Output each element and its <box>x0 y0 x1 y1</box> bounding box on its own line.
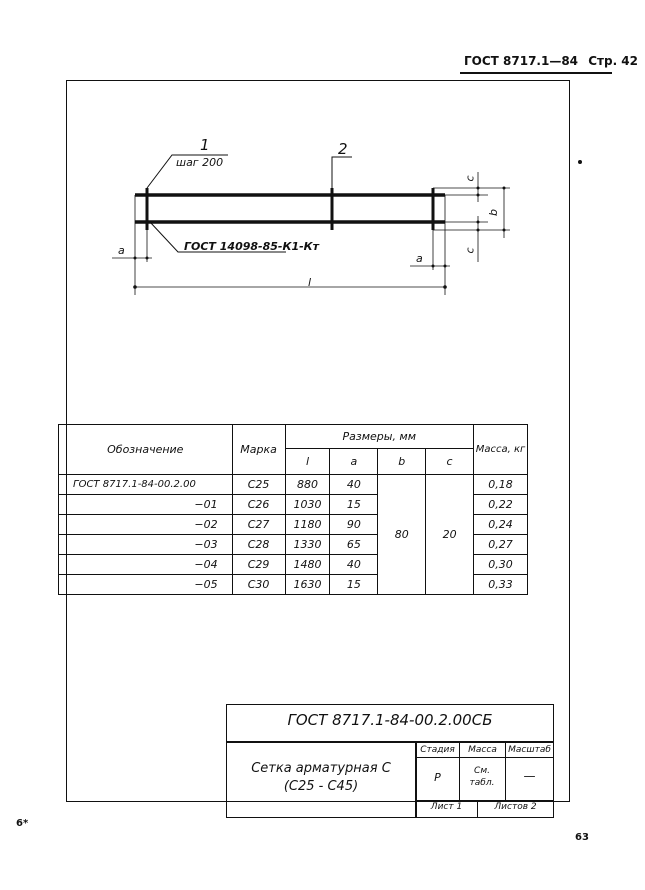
cell-mass: 0,33 <box>474 575 528 595</box>
table-row <box>59 475 528 495</box>
scale-value: — <box>523 769 536 783</box>
sheet-total: Листов 2 <box>494 802 537 812</box>
cell-mass: 0,30 <box>474 555 528 575</box>
subheader-c: c <box>426 449 474 475</box>
cell-l: 1330 <box>285 535 330 555</box>
leader-line-2 <box>332 157 352 188</box>
cell-a: 40 <box>330 555 378 575</box>
page-label: Стр. 42 <box>588 54 639 68</box>
cell-mass: 0,18 <box>474 475 528 495</box>
dim-l: l <box>308 276 312 289</box>
cell-designation: ГОСТ 8717.1-84-00.2.00 <box>59 475 233 495</box>
cell-designation: −03 <box>59 535 233 555</box>
dim-c-top: c <box>463 175 477 182</box>
pitch-label: шаг 200 <box>176 156 224 169</box>
mass-value: См. табл. <box>469 766 495 788</box>
cell-a: 90 <box>330 515 378 535</box>
cell-designation: −02 <box>59 515 233 535</box>
doc-code: ГОСТ 8717.1-84-00.2.00СБ <box>287 711 493 729</box>
header-mark: Марка <box>232 425 285 475</box>
cell-designation: −04 <box>59 555 233 575</box>
header-dims: Размеры, мм <box>285 425 474 449</box>
dim-a-left: a <box>118 244 125 257</box>
callout-1: 1 <box>200 136 210 154</box>
cell-b-shared: 80 <box>378 475 426 595</box>
stage-label: Стадия <box>420 745 455 755</box>
subheader-a: a <box>330 449 378 475</box>
dim-b: b <box>486 209 500 216</box>
cell-designation: −05 <box>59 575 233 595</box>
cell-mark: С25 <box>232 475 285 495</box>
page-number: 63 <box>575 832 589 843</box>
cell-l: 1480 <box>285 555 330 575</box>
sheet-number: Лист 1 <box>430 802 463 812</box>
dim-a-right: a <box>416 252 423 265</box>
dim-c-bottom: c <box>463 247 477 254</box>
cell-c-shared: 20 <box>426 475 474 595</box>
title-name-line2: (С25 - С45) <box>283 779 359 794</box>
standard-number: ГОСТ 8717.1—84 <box>464 54 579 68</box>
subheader-l: l <box>285 449 330 475</box>
subheader-b: b <box>378 449 426 475</box>
header-mass: Масса, кг <box>474 425 528 475</box>
reinforcement-mesh-drawing <box>0 0 645 400</box>
mass-label: Масса <box>468 745 497 755</box>
scale-label: Масштаб <box>508 745 551 755</box>
cell-mark: С30 <box>232 575 285 595</box>
title-block <box>226 704 554 818</box>
stage-value: Р <box>434 771 441 784</box>
specification-table <box>58 424 528 595</box>
cell-l: 1030 <box>285 495 330 515</box>
cell-mark: С29 <box>232 555 285 575</box>
cell-mass: 0,22 <box>474 495 528 515</box>
title-name-line1: Сетка арматурная С <box>251 761 391 776</box>
cell-a: 40 <box>330 475 378 495</box>
cell-a: 65 <box>330 535 378 555</box>
cell-l: 880 <box>285 475 330 495</box>
cell-l: 1630 <box>285 575 330 595</box>
cell-mark: С26 <box>232 495 285 515</box>
cell-mass: 0,24 <box>474 515 528 535</box>
callout-2: 2 <box>338 140 348 158</box>
header-designation: Обозначение <box>59 425 233 475</box>
cell-designation: −01 <box>59 495 233 515</box>
cell-a: 15 <box>330 575 378 595</box>
cell-mark: С28 <box>232 535 285 555</box>
footer-mark: 6* <box>16 818 29 829</box>
cell-l: 1180 <box>285 515 330 535</box>
cell-mass: 0,27 <box>474 535 528 555</box>
cell-a: 15 <box>330 495 378 515</box>
cell-mark: С27 <box>232 515 285 535</box>
weld-label: ГОСТ 14098-85-К1-Кт <box>184 240 320 253</box>
